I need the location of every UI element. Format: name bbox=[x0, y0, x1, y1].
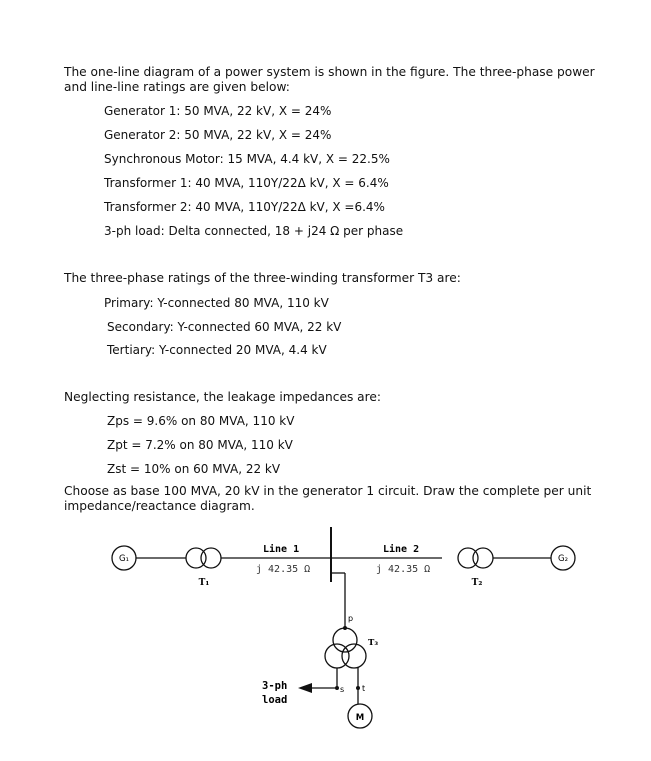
t3-label: T₃ bbox=[368, 638, 379, 648]
rating-transformer-2: Transformer 2: 40 MVA, 110Y/22Δ kV, X =6.4% bbox=[104, 200, 385, 214]
terminal-t-label: t bbox=[362, 684, 366, 693]
g1-label: G₁ bbox=[119, 554, 129, 564]
t2-label: T₂ bbox=[471, 578, 483, 588]
rating-transformer-1: Transformer 1: 40 MVA, 110Y/22Δ kV, X = 6.4% bbox=[104, 176, 389, 190]
secondary-terminal-dot bbox=[335, 686, 339, 690]
leakage-intro-text: Neglecting resistance, the leakage impedances are: bbox=[64, 390, 381, 404]
instruction-text: Choose as base 100 MVA, 20 kV in the generator 1 circuit. Draw the complete per unit impedance/reactance diagram. bbox=[64, 484, 592, 513]
intro-text: The one-line diagram of a power system is shown in the figure. The three-phase power and line-line ratings are given below: bbox=[64, 65, 595, 94]
line-1-impedance: j 42.35 Ω bbox=[256, 564, 311, 575]
tertiary-terminal-dot bbox=[356, 686, 360, 690]
line-2-label: Line 2 bbox=[383, 544, 420, 555]
rating-generator-1: Generator 1: 50 MVA, 22 kV, X = 24% bbox=[104, 104, 332, 118]
rating-generator-2: Generator 2: 50 MVA, 22 kV, X = 24% bbox=[104, 128, 332, 142]
t3-primary: Primary: Y-connected 80 MVA, 110 kV bbox=[104, 296, 329, 310]
t3-intro-text: The three-phase ratings of the three-winding transformer T3 are: bbox=[64, 271, 461, 285]
load-label-line-2: load bbox=[262, 694, 288, 706]
g2-label: G₂ bbox=[558, 554, 568, 564]
t3-secondary: Secondary: Y-connected 60 MVA, 22 kV bbox=[107, 320, 342, 334]
terminal-p-label: p bbox=[348, 614, 354, 623]
load-label-line-1: 3-ph bbox=[262, 680, 288, 692]
line-2-impedance: j 42.35 Ω bbox=[376, 564, 431, 575]
terminal-s-label: s bbox=[340, 685, 345, 694]
t3-tertiary: Tertiary: Y-connected 20 MVA, 4.4 kV bbox=[107, 343, 327, 357]
transformer-1-coil-b bbox=[201, 548, 221, 568]
t1-label: T₁ bbox=[198, 578, 210, 588]
motor-label: M bbox=[355, 713, 365, 723]
primary-terminal-dot bbox=[343, 626, 347, 630]
line-1-label: Line 1 bbox=[263, 544, 300, 555]
impedance-zps: Zps = 9.6% on 80 MVA, 110 kV bbox=[107, 414, 295, 428]
load-arrow-head bbox=[298, 683, 312, 693]
impedance-zpt: Zpt = 7.2% on 80 MVA, 110 kV bbox=[107, 438, 293, 452]
transformer-2-coil-b bbox=[473, 548, 493, 568]
rating-load: 3-ph load: Delta connected, 18 + j24 Ω per phase bbox=[104, 224, 404, 238]
rating-motor: Synchronous Motor: 15 MVA, 4.4 kV, X = 22.5% bbox=[104, 152, 390, 166]
impedance-zst: Zst = 10% on 60 MVA, 22 kV bbox=[107, 462, 281, 476]
